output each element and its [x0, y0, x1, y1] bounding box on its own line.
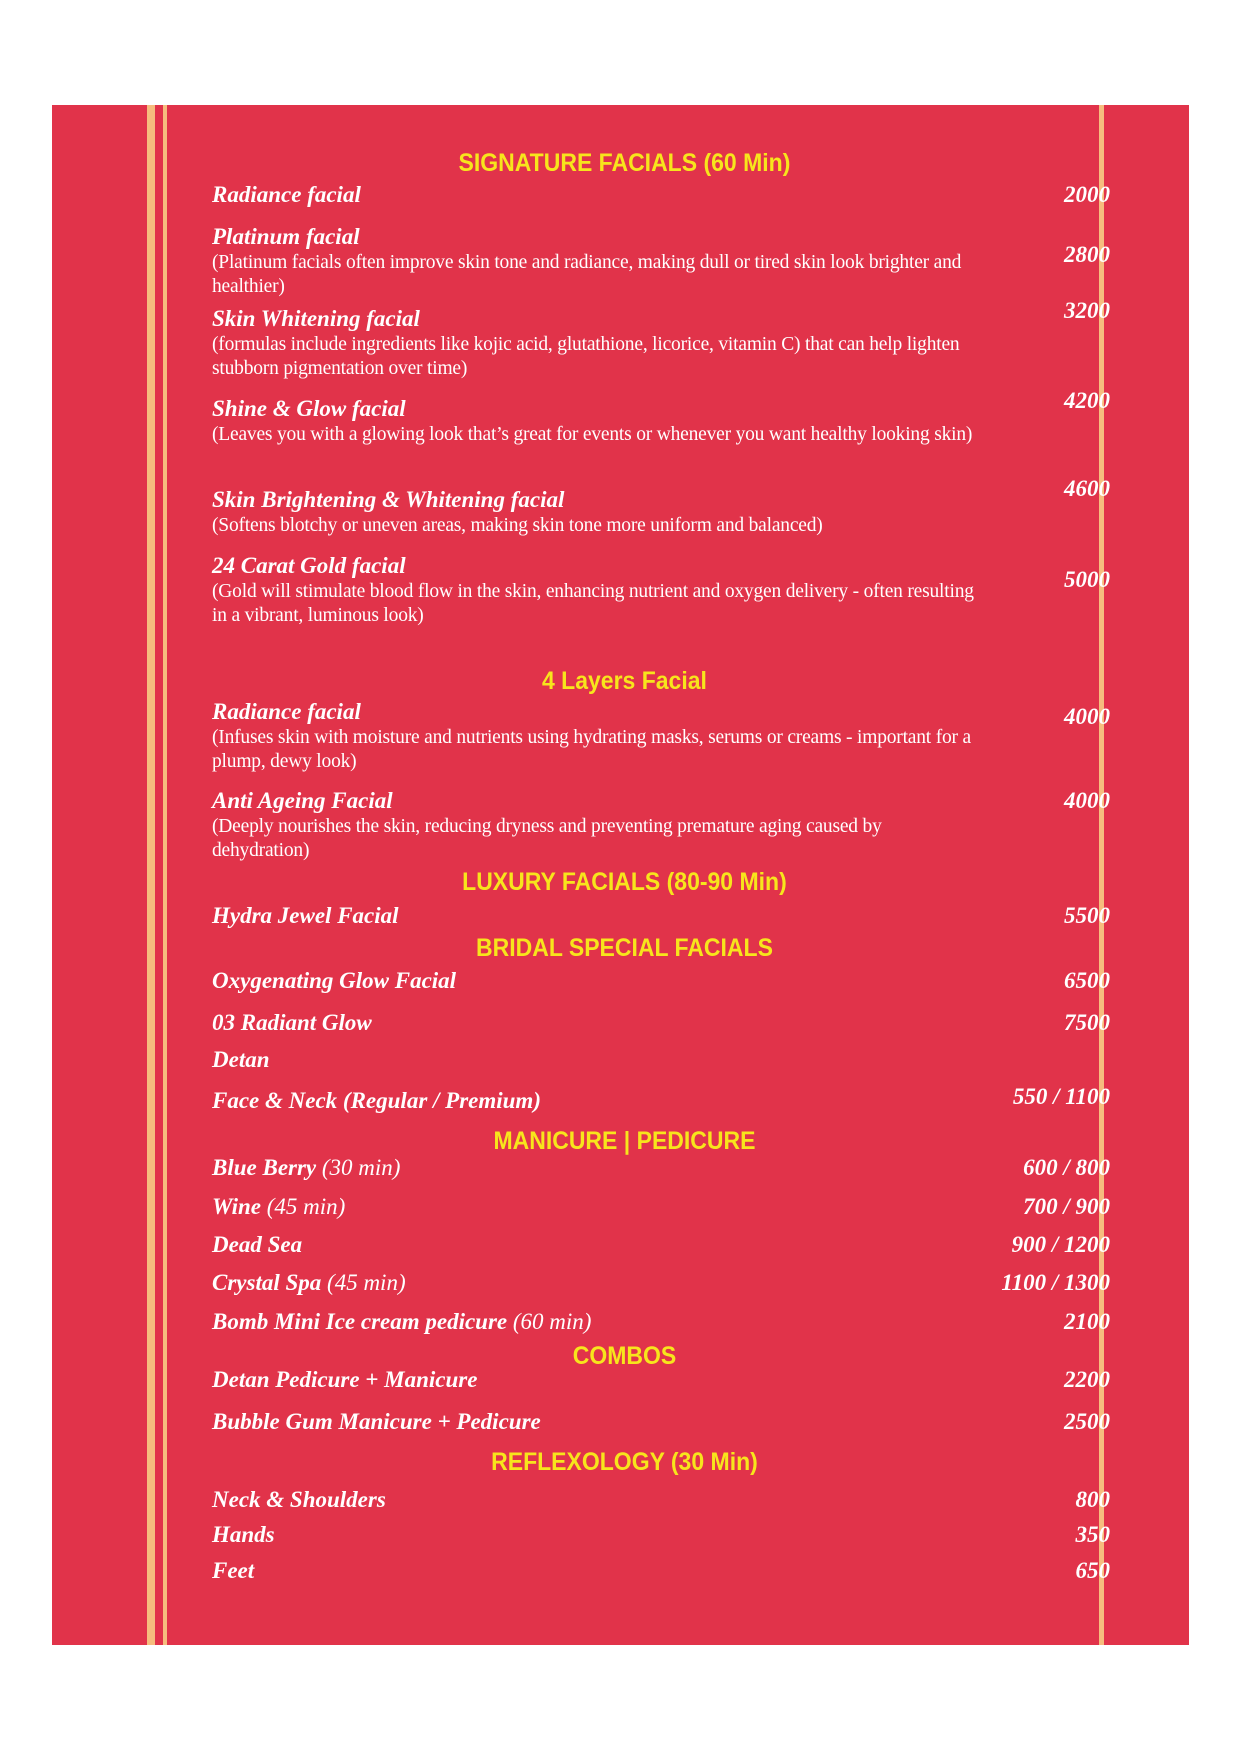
- item-name: Detan Pedicure + Manicure: [212, 1367, 478, 1392]
- item-name: Wine (45 min): [212, 1194, 346, 1219]
- item-name: Crystal Spa (45 min): [212, 1270, 406, 1295]
- menu-item: [212, 1154, 1110, 1182]
- item-name: Dead Sea: [212, 1232, 303, 1257]
- item-price: 2500: [1064, 1409, 1110, 1434]
- item-name: Skin Whitening facial: [212, 306, 420, 331]
- menu-item: [212, 967, 1110, 995]
- item-name: Hydra Jewel Facial: [212, 903, 399, 928]
- item-name: Hands: [212, 1522, 275, 1547]
- section-heading-4-layers-facial: 4 Layers Facial: [541, 667, 707, 695]
- item-price: 5500: [1064, 903, 1110, 928]
- item-price: 350: [1075, 1522, 1110, 1547]
- item-price: 550 / 1100: [1012, 1084, 1110, 1109]
- menu-item: [212, 181, 1110, 209]
- item-name: Feet: [212, 1558, 255, 1583]
- menu-item: [212, 1193, 1110, 1221]
- item-name: Oxygenating Glow Facial: [212, 968, 457, 993]
- item-price: 4000: [1064, 788, 1110, 813]
- item-name: Platinum facial: [212, 224, 360, 249]
- menu-item: [212, 552, 1110, 628]
- item-price: 2800: [1064, 242, 1110, 267]
- item-price: 4200: [1064, 388, 1110, 413]
- item-price: 900 / 1200: [1011, 1232, 1110, 1257]
- menu-item: [212, 223, 1110, 299]
- menu-item: [212, 388, 1110, 447]
- item-name: Bubble Gum Manicure + Pedicure: [212, 1409, 541, 1434]
- item-description: (Platinum facials often improve skin tone and radiance, making dull or tired skin look brighter and healthier): [212, 252, 962, 297]
- item-price: 2200: [1064, 1367, 1110, 1392]
- item-price: 4000: [1064, 704, 1110, 729]
- menu-item: [212, 902, 1110, 930]
- menu-item: [212, 1084, 1110, 1115]
- menu-item: [212, 1009, 1110, 1037]
- section-heading-luxury-facials: LUXURY FACIALS (80-90 Min): [462, 868, 787, 896]
- item-price: 700 / 900: [1023, 1194, 1110, 1219]
- item-description: (formulas include ingredients like kojic acid, glutathione, licorice, vitamin C) that can help lighten stubborn pigmentation over time): [212, 334, 960, 379]
- menu-item: [212, 1557, 1110, 1585]
- item-description: (Softens blotchy or uneven areas, making skin tone more uniform and balanced): [212, 515, 823, 536]
- item-price: 2100: [1064, 1309, 1110, 1334]
- item-price: 7500: [1064, 1010, 1110, 1035]
- item-price: 800: [1075, 1487, 1110, 1512]
- item-price: 650: [1075, 1558, 1110, 1583]
- menu-item: [212, 1046, 1110, 1074]
- item-price: 4600: [1064, 476, 1110, 501]
- section-heading-combos: COMBOS: [572, 1342, 677, 1370]
- item-description: (Leaves you with a glowing look that’s great for events or whenever you want healthy looking skin): [212, 424, 973, 445]
- item-description: (Infuses skin with moisture and nutrients using hydrating masks, serums or creams - important for a plump, dewy look): [212, 727, 971, 772]
- item-name: Shine & Glow facial: [212, 396, 406, 421]
- menu-item: [212, 298, 1110, 381]
- item-price: 600 / 800: [1023, 1155, 1110, 1180]
- item-name: Face & Neck (Regular / Premium): [212, 1088, 541, 1113]
- item-name: 03 Radiant Glow: [212, 1010, 372, 1035]
- item-description: (Deeply nourishes the skin, reducing dryness and preventing premature aging caused by dehydration): [212, 816, 882, 861]
- item-name: Blue Berry (30 min): [212, 1155, 401, 1180]
- item-name: Radiance facial: [212, 699, 361, 724]
- item-name: Radiance facial: [212, 182, 361, 207]
- menu-item: [212, 698, 1110, 774]
- item-name: Skin Brightening & Whitening facial: [212, 487, 565, 512]
- menu-item: [212, 1366, 1110, 1394]
- item-price: 2000: [1064, 182, 1110, 207]
- item-name: Neck & Shoulders: [212, 1487, 386, 1512]
- item-name: 24 Carat Gold facial: [212, 553, 406, 578]
- item-name: Bomb Mini Ice cream pedicure (60 min): [212, 1309, 592, 1334]
- item-price: 5000: [1064, 567, 1110, 592]
- menu-item: [212, 476, 1110, 538]
- section-heading-bridal-special-facials: BRIDAL SPECIAL FACIALS: [476, 934, 773, 962]
- menu-item: [212, 1486, 1110, 1514]
- menu-item: [212, 787, 1110, 863]
- item-price: 1100 / 1300: [1001, 1270, 1110, 1295]
- item-price: 6500: [1064, 968, 1110, 993]
- menu-item: [212, 1308, 1110, 1336]
- section-heading-manicure-pedicure: MANICURE | PEDICURE: [493, 1127, 756, 1155]
- item-description: (Gold will stimulate blood flow in the skin, enhancing nutrient and oxygen delivery - often resulting in a vibrant, luminous look): [212, 581, 974, 626]
- menu-item: [212, 1408, 1110, 1436]
- section-heading-reflexology: REFLEXOLOGY (30 Min): [491, 1448, 758, 1476]
- section-heading-signature-facials: SIGNATURE FACIALS (60 Min): [458, 149, 791, 177]
- item-name: Anti Ageing Facial: [212, 788, 393, 813]
- menu-panel: [52, 105, 1189, 1645]
- menu-item: [212, 1521, 1110, 1549]
- menu-item: [212, 1231, 1110, 1259]
- item-name: Detan: [212, 1047, 270, 1072]
- item-price: 3200: [1064, 298, 1110, 323]
- menu-item: [212, 1269, 1110, 1297]
